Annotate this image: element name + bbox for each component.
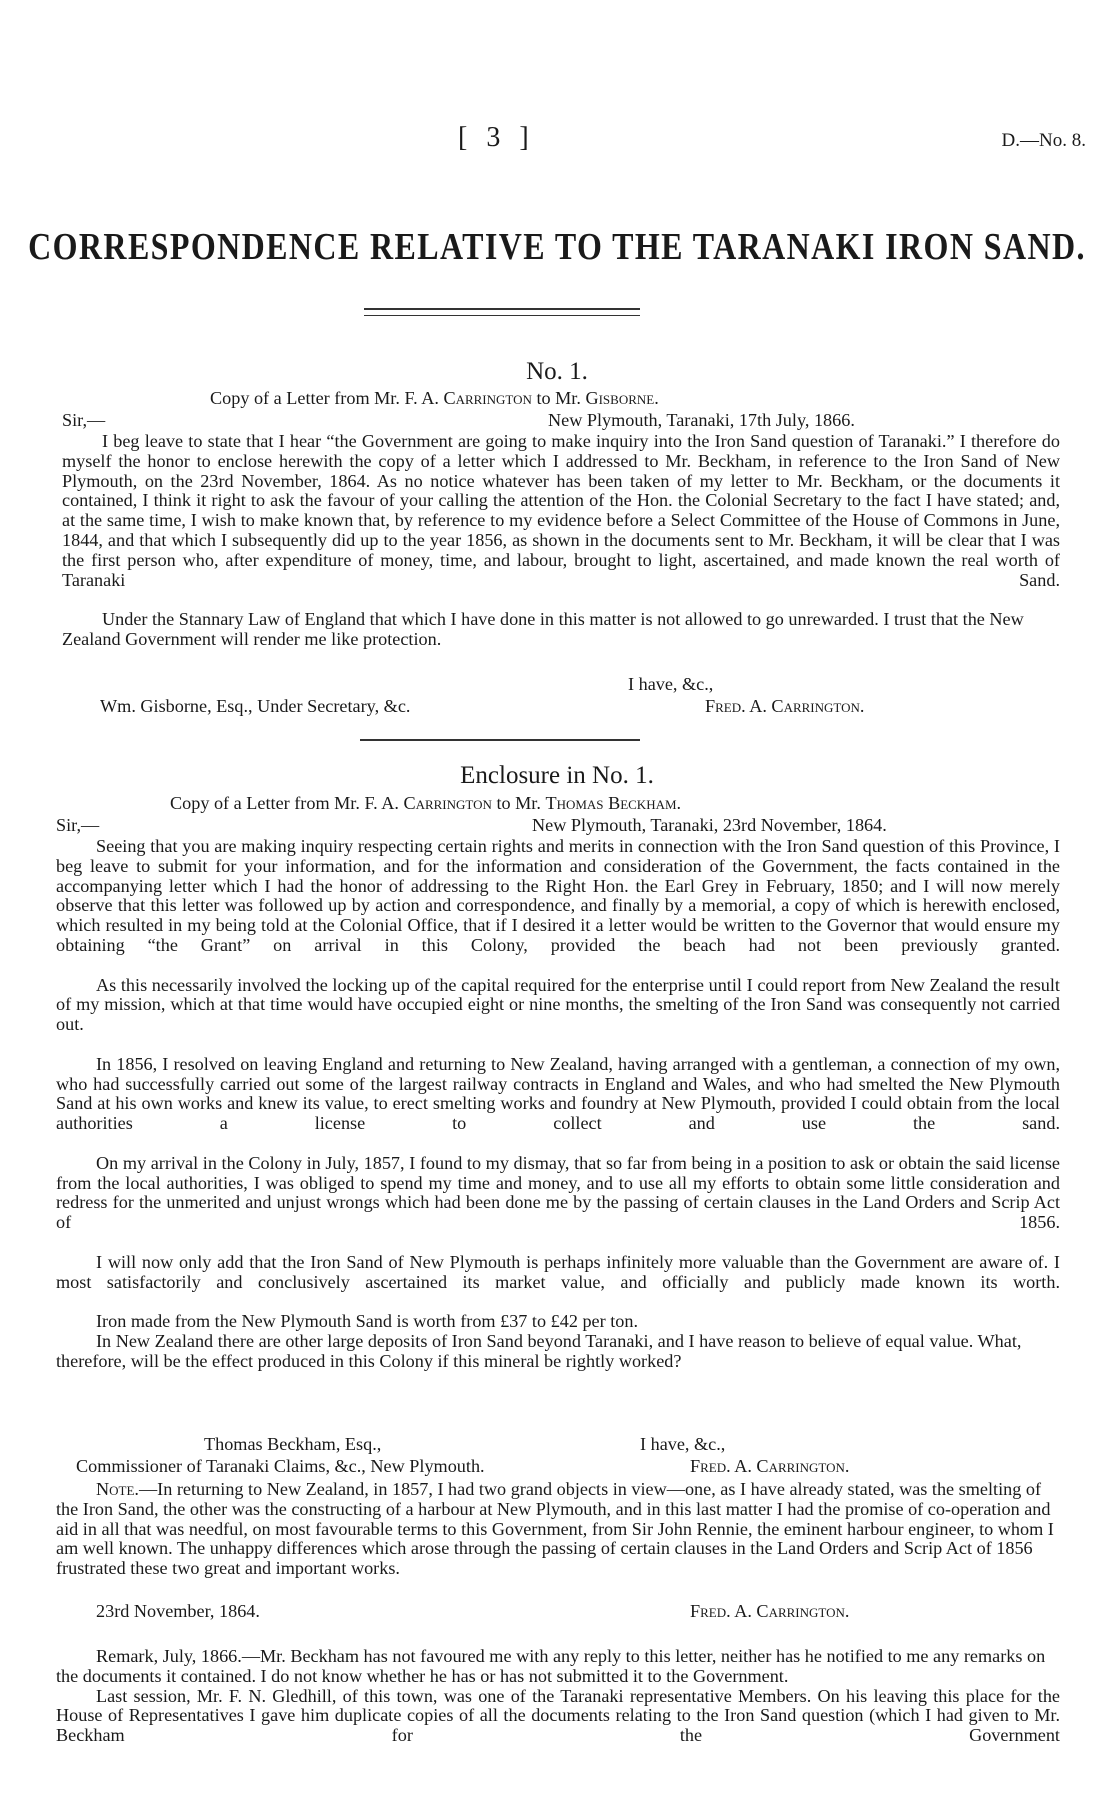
note-paragraph <box>56 1480 1060 1579</box>
enclosure-body <box>56 837 1060 1372</box>
paragraph: On my arrival in the Colony in July, 1857, I found to my dismay, that so far from being in a position to ask or obtain the said license from the local authorities, I was obliged to spend my time and money, and to use all my efforts to obtain some little consideration and redress for the unmerited and unjust wrongs which had been done me by the passing of certain clauses in the Land Orders and Scrip Act of 1856. <box>56 1152 1060 1233</box>
signature: Fred. A. Carrington. <box>705 696 865 716</box>
place-date: New Plymouth, Taranaki, 23rd November, 1864. <box>532 815 887 835</box>
subtitle-mid: to Mr. <box>496 793 541 813</box>
enclosure-heading: Enclosure in No. 1. <box>460 762 654 789</box>
remark-paragraph: Remark, July, 1866.—Mr. Beckham has not favoured me with any reply to this letter, neither has he notified to me any remarks on the documents it contained. I do not know whether he has or has not submitted it to the Government. <box>56 1646 1046 1686</box>
subtitle-recipient: Gisborne. <box>585 388 659 408</box>
subtitle-sender: Carrington <box>403 793 492 813</box>
note-text: —In returning to New Zealand, in 1857, I had two grand objects in view—one, as I have already stated, was the smelting of the Iron Sand, the other was the constructing of a harbour at New Plymouth, and in this last matter I had the promise of co-operation and aid in all that was needful, on most favourable terms to this Government, from Sir John Rennie, the eminent harbour engineer, to whom I am well known. The unhappy differences which arose through the passing of certain clauses in the Land Orders and Scrip Act of 1856 frustrated these two great and important works. <box>56 1479 1054 1579</box>
note-label: Note. <box>96 1479 139 1499</box>
title-rule <box>364 308 640 316</box>
paragraph: Under the Stannary Law of England that which I have done in this matter is not allowed to go unrewarded. I trust that the New Zealand Government will render me like protection. <box>62 609 1024 649</box>
addressee-line-1: Thomas Beckham, Esq., <box>204 1434 382 1454</box>
letter-heading: No. 1. <box>526 358 588 385</box>
remark-paragraph: Last session, Mr. F. N. Gledhill, of this town, was one of the Taranaki representative Members. On his leaving this place for the House of Representatives I gave him duplicate copies of all the documents relating to the Iron Sand question (which I had given to Mr. Beckham for the Government <box>56 1685 1060 1746</box>
note-signature: Fred. A. Carrington. <box>690 1601 850 1621</box>
paragraph: I beg leave to state that I hear “the Government are going to make inquiry into the Iron Sand question of Taranaki.” I therefore do myself the honor to enclose herewith the copy of a letter which I addressed to Mr. Beckham, in reference to the Iron Sand of New Plymouth, on the 23rd November, 1864. As no notice whatever has been taken of my letter to Mr. Beckham, or the documents it contained, I think it right to ask the favour of your calling the attention of the Hon. the Colonial Secretary to the fact I have stated; and, at the same time, I wish to make known that, by reference to my evidence before a Select Committee of the House of Commons in June, 1844, and that which I subsequently did up to the year 1856, as shown in the documents sent to Mr. Beckham, it will be clear that I was the first person who, after expenditure of money, time, and labour, brought to light, ascertained, and made known the real worth of Taranaki Sand. <box>62 431 1060 590</box>
letter-subtitle <box>210 388 659 409</box>
signature: Fred. A. Carrington. <box>690 1456 850 1476</box>
subtitle-sender: Carrington <box>443 388 532 408</box>
salutation: Sir,— <box>56 815 100 835</box>
subtitle-prefix: Copy of a Letter from Mr. F. A. <box>210 388 439 408</box>
page-number: [ 3 ] <box>458 122 535 153</box>
addressee: Wm. Gisborne, Esq., Under Secretary, &c. <box>100 696 411 716</box>
subtitle-prefix: Copy of a Letter from Mr. F. A. <box>170 793 399 813</box>
enclosure-subtitle <box>170 793 681 814</box>
remarks-block <box>56 1647 1060 1766</box>
section-rule <box>360 739 640 741</box>
addressee-line-2: Commissioner of Taranaki Claims, &c., New Plymouth. <box>76 1456 485 1476</box>
subtitle-mid: to Mr. <box>536 388 581 408</box>
paragraph: Seeing that you are making inquiry respecting certain rights and merits in connection with the Iron Sand question of this Province, I beg leave to submit for your information, and for the information and consideration of the Government, the facts contained in the accompanying letter which I had the honor of addressing to the Right Hon. the Earl Grey in February, 1850; and I will now merely observe that this letter was followed up by action and correspondence, and finally by a memorial, a copy of which is herewith enclosed, which resulted in my being told at the Colonial Office, that if I desired it a letter would be written to the Governor that would ensure my obtaining “the Grant” on arrival in this Colony, provided the beach had not been previously granted. <box>56 836 1060 955</box>
paragraph: Iron made from the New Plymouth Sand is worth from £37 to £42 per ton. <box>96 1311 639 1332</box>
paragraph: In 1856, I resolved on leaving England and returning to New Zealand, having arranged with a gentleman, a connection of my own, who had successfully carried out some of the largest railway contracts in England and Wales, and who had smelted the New Plymouth Sand at his own works and knew its value, to erect smelting works and foundry at New Plymouth, provided I could obtain from the local authorities a license to collect and use the sand. <box>56 1053 1060 1134</box>
note-block <box>56 1480 1060 1579</box>
paragraph: As this necessarily involved the locking up of the capital required for the enterprise until I could report from New Zealand the result of my mission, which at that time would have occupied eight or nine months, the smelting of the Iron Sand was consequently not carried out. <box>56 974 1060 1035</box>
closing: I have, &c., <box>640 1434 726 1454</box>
place-date: New Plymouth, Taranaki, 17th July, 1866. <box>548 410 855 430</box>
note-date: 23rd November, 1864. <box>96 1601 260 1621</box>
document-reference: D.—No. 8. <box>1001 130 1086 151</box>
subtitle-recipient: Thomas Beckham. <box>545 793 682 813</box>
paragraph: I will now only add that the Iron Sand of New Plymouth is perhaps infinitely more valuable than the Government are aware of. I most satisfactorily and conclusively ascertained its market value, and officially and publicly made known its worth. <box>56 1251 1060 1292</box>
closing: I have, &c., <box>628 674 714 694</box>
document-title: CORRESPONDENCE RELATIVE TO THE TARANAKI IRON SAND. <box>28 224 1086 268</box>
salutation: Sir,— <box>62 410 106 430</box>
letter-body <box>62 432 1060 650</box>
paragraph: In New Zealand there are other large deposits of Iron Sand beyond Taranaki, and I have reason to believe of equal value. What, therefore, will be the effect produced in this Colony if this mineral be rightly worked? <box>56 1330 1022 1371</box>
